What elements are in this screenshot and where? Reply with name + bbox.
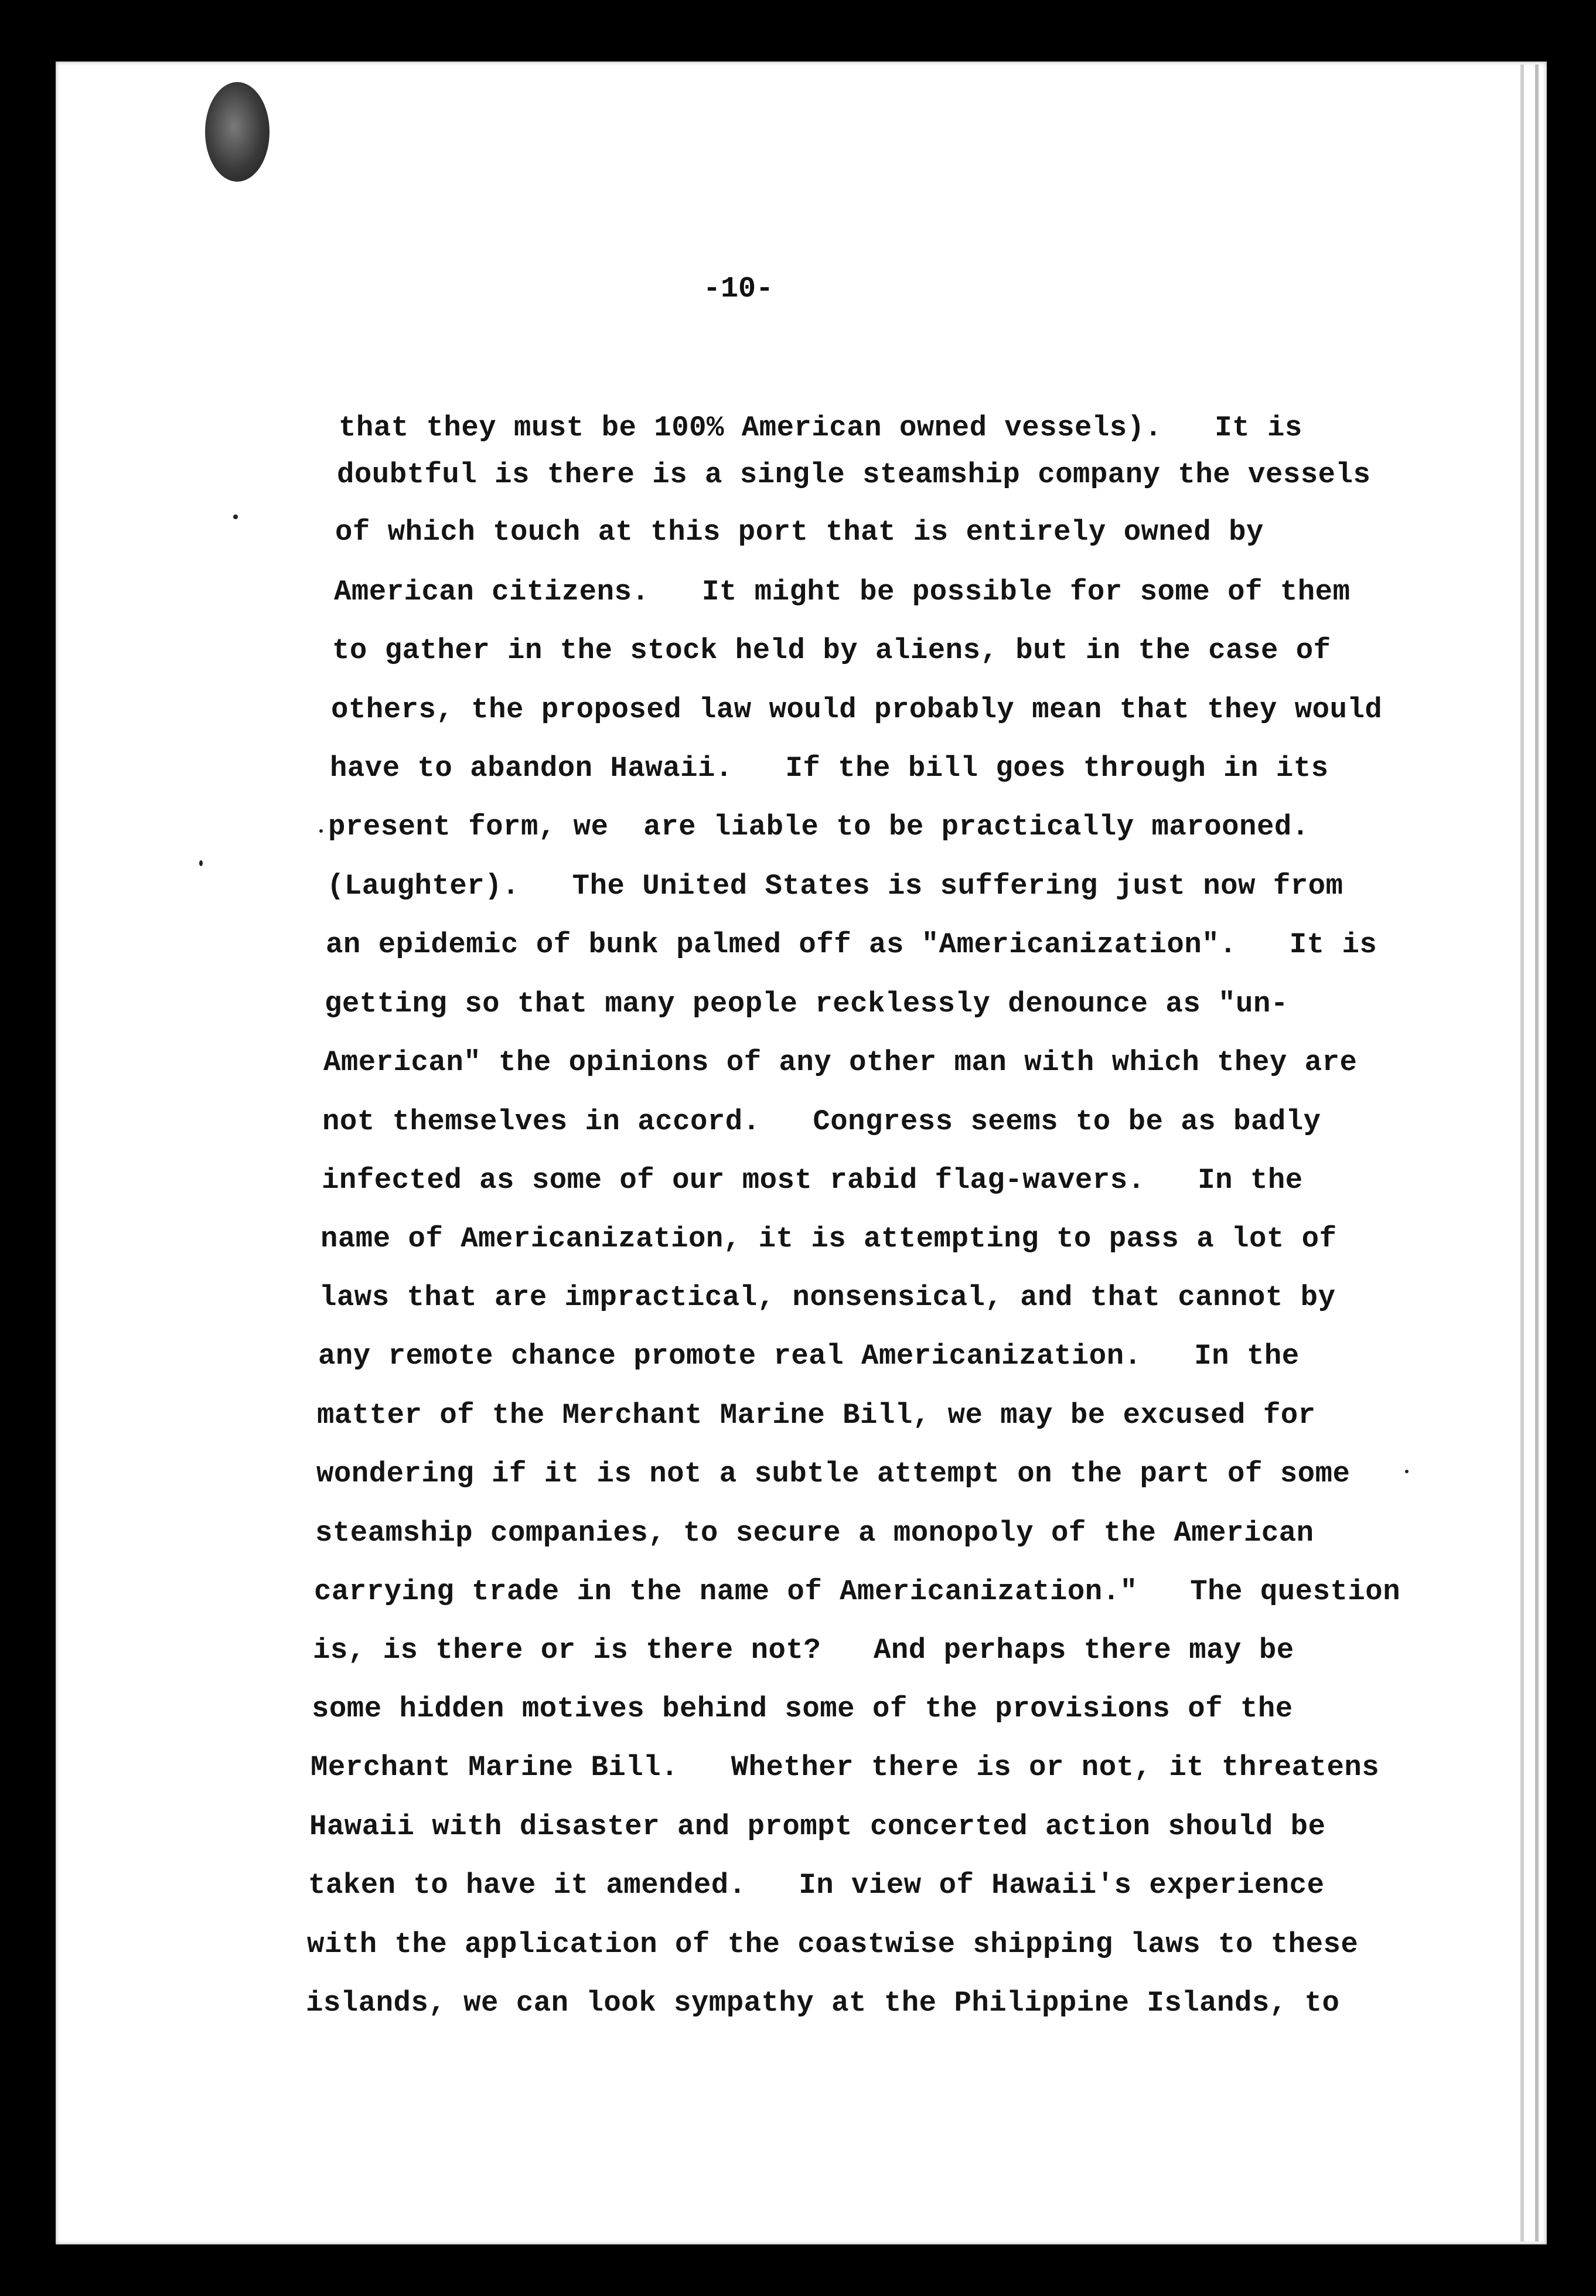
text-line: carrying trade in the name of Americanization." The question: [314, 1575, 1401, 1608]
text-line: American citizens. It might be possible for some of them: [334, 575, 1351, 608]
text-line: present form, we are liable to be practically marooned.: [328, 810, 1309, 843]
text-line: (Laughter). The United States is suffering just now from: [327, 870, 1343, 902]
punch-hole: [205, 82, 270, 182]
text-line: Hawaii with disaster and prompt concerted action should be: [309, 1810, 1326, 1843]
text-line: that they must be 100% American owned vessels). It is: [339, 411, 1302, 444]
text-line: to gather in the stock held by aliens, but in the case of: [332, 634, 1331, 667]
text-line: have to abandon Hawaii. If the bill goes through in its: [330, 752, 1329, 785]
text-line: islands, we can look sympathy at the Philippine Islands, to: [306, 1987, 1340, 2019]
text-line: infected as some of our most rabid flag-wavers. In the: [322, 1164, 1303, 1197]
ink-speck: [233, 515, 238, 519]
ink-speck: [199, 860, 203, 866]
text-line: American" the opinions of any other man with which they are: [323, 1046, 1358, 1079]
text-line: any remote chance promote real Americanization. In the: [318, 1340, 1300, 1372]
paper-edge: [1535, 64, 1539, 2242]
text-line: an epidemic of bunk palmed off as "Americanization". It is: [326, 928, 1377, 961]
text-line: wondering if it is not a subtle attempt on the part of some: [316, 1457, 1351, 1490]
page-number: -10-: [702, 272, 774, 306]
text-line: laws that are impractical, nonsensical, and that cannot by: [319, 1281, 1336, 1314]
text-line: taken to have it amended. In view of Hawaii's experience: [308, 1869, 1325, 1902]
text-line: doubtful is there is a single steamship company the vessels: [337, 458, 1371, 491]
text-line: not themselves in accord. Congress seems to be as badly: [322, 1105, 1321, 1138]
text-line: is, is there or is there not? And perhaps there may be: [313, 1634, 1294, 1667]
ink-speck: [1405, 1470, 1409, 1473]
text-line: of which touch at this port that is entirely owned by: [335, 516, 1264, 549]
text-line: with the application of the coastwise shipping laws to these: [307, 1928, 1359, 1961]
text-line: name of Americanization, it is attempting to pass a lot of: [320, 1222, 1337, 1255]
text-line: getting so that many people recklessly denounce as "un-: [325, 987, 1288, 1020]
typewritten-page: [56, 62, 1547, 2244]
text-line: others, the proposed law would probably mean that they would: [331, 693, 1383, 726]
text-line: Merchant Marine Bill. Whether there is or not, it threatens: [311, 1751, 1380, 1784]
text-line: matter of the Merchant Marine Bill, we may be excused for: [317, 1399, 1316, 1432]
text-line: steamship companies, to secure a monopoly of the American: [315, 1517, 1314, 1549]
ink-speck: [319, 829, 323, 833]
paper-edge: [1520, 64, 1524, 2242]
text-line: some hidden motives behind some of the provisions of the: [312, 1692, 1293, 1725]
